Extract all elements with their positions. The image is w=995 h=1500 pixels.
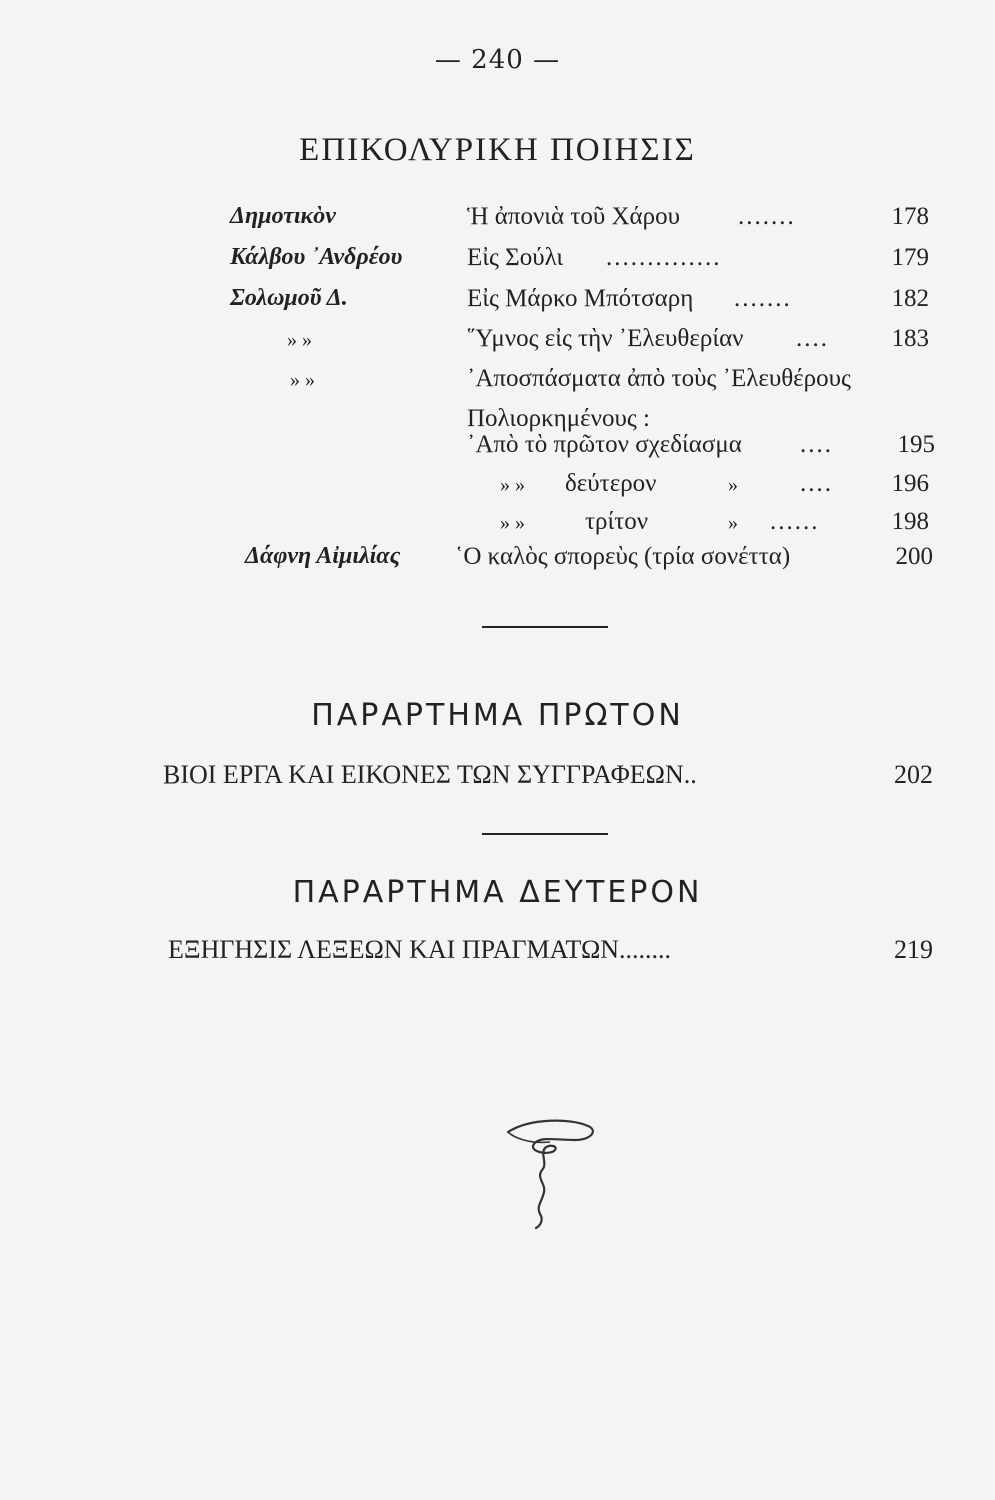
entry-title: ᾿Απὸ τὸ πρῶτον σχεδίασμα xyxy=(467,431,742,458)
entry-leader: ...... xyxy=(770,508,820,535)
entry-page: 182 xyxy=(891,285,929,312)
entry-title: Εἰς Μάρκο Μπότσαρη xyxy=(467,285,694,312)
entry-page: 196 xyxy=(891,470,929,497)
divider-rule xyxy=(482,833,608,835)
appendix-entry-page: 219 xyxy=(894,935,933,964)
appendix-entry-page: 202 xyxy=(894,760,933,789)
entry-title: Ἡ ἀπονιὰ τοῦ Χάρου xyxy=(467,203,681,230)
entry-leader: .... xyxy=(800,431,833,458)
entry-leader: ....... xyxy=(738,203,796,230)
toc-entry xyxy=(0,508,995,548)
ditto-marks: » xyxy=(728,512,738,534)
entry-title: ῞Υμνος εἰς τὴν ᾿Ελευθερίαν xyxy=(467,325,744,352)
ditto-marks: » » xyxy=(500,474,525,496)
appendix-heading: ΠΑΡΑΡΤΗΜΑ ΔΕΥΤΕΡΟΝ xyxy=(292,875,703,910)
section-title: ΕΠΙΚΟΛΥΡΙΚΗ ΠΟΙΗΣΙΣ xyxy=(299,132,696,168)
entry-author: Δημοτικὸν xyxy=(230,203,336,229)
toc-entry xyxy=(0,203,995,243)
entry-title: ᾿Αποσπάσματα ἀπὸ τοὺς ᾿Ελευθέρους xyxy=(467,365,851,392)
entry-leader: .............. xyxy=(606,244,722,271)
toc-entry xyxy=(0,285,995,325)
entry-page: 198 xyxy=(891,508,929,535)
entry-page: 200 xyxy=(895,543,933,570)
appendix-entry-title: ΒΙΟΙ ΕΡΓΑ ΚΑΙ ΕΙΚΟΝΕΣ ΤΩΝ ΣΥΓΓΡΑΦΕΩΝ.. xyxy=(163,760,697,789)
entry-title: Πολιορκημένους : xyxy=(467,405,650,432)
ditto-marks: » » xyxy=(500,512,525,534)
entry-page: 195 xyxy=(897,431,935,458)
toc-entry xyxy=(0,470,995,510)
entry-leader: ....... xyxy=(734,285,792,312)
page-number: — 240 — xyxy=(434,45,561,75)
appendix-entry xyxy=(0,760,995,800)
appendix-entry xyxy=(0,935,995,975)
toc-entry xyxy=(0,365,995,405)
entry-title: τρίτον xyxy=(585,508,649,535)
flourish-ornament-icon xyxy=(500,1110,600,1230)
ditto-marks: » » xyxy=(290,369,315,391)
entry-page: 179 xyxy=(891,244,929,271)
toc-entry xyxy=(0,431,995,471)
entry-author: Σολωμοῦ Δ. xyxy=(230,285,348,311)
entry-page: 178 xyxy=(891,203,929,230)
appendix-heading: ΠΑΡΑΡΤΗΜΑ ΠΡΩΤΟΝ xyxy=(311,698,684,733)
entry-title: δεύτερον xyxy=(565,470,657,497)
entry-leader: .... xyxy=(796,325,829,352)
toc-entry xyxy=(0,325,995,365)
entry-author: Κάλβου ᾿Ανδρέου xyxy=(230,244,403,270)
entry-page: 183 xyxy=(891,325,929,352)
entry-title: Εἰς Σούλι xyxy=(467,244,564,271)
entry-title: ῾Ο καλὸς σπορεὺς (τρία σονέττα) xyxy=(455,543,791,570)
divider-rule xyxy=(482,626,608,628)
entry-leader: .... xyxy=(800,470,833,497)
ditto-marks: » » xyxy=(287,329,312,351)
toc-entry xyxy=(0,244,995,284)
entry-author: Δάφνη Αἰμιλίας xyxy=(245,543,401,569)
appendix-entry-title: ΕΞΗΓΗΣΙΣ ΛΕΞΕΩΝ ΚΑΙ ΠΡΑΓΜΑΤΩΝ........ xyxy=(168,935,672,964)
ditto-marks: » xyxy=(728,474,738,496)
toc-entry xyxy=(0,543,995,583)
